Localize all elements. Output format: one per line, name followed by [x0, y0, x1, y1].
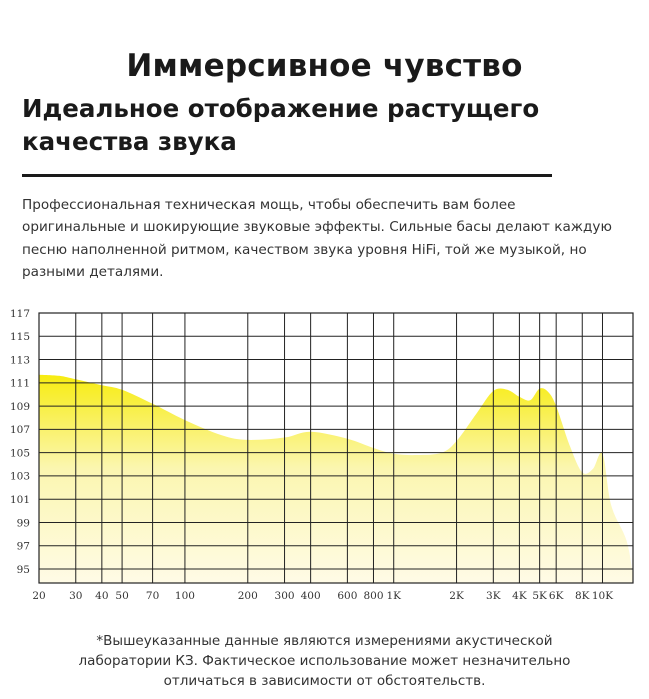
- x-tick-label: 40: [95, 590, 109, 602]
- y-tick-label: 115: [9, 331, 30, 344]
- y-tick-label: 109: [9, 400, 30, 413]
- y-tick-label: 97: [16, 540, 30, 553]
- x-tick-label: 200: [237, 590, 258, 602]
- x-tick-label: 600: [337, 590, 358, 602]
- footnote: *Вышеуказанные данные являются измерениями акустической лаборатории КЗ. Фактическое использование может незначительно отличаться в зависимости от обстоятельств.: [78, 633, 571, 689]
- x-tick-label: 20: [32, 590, 46, 602]
- page-title: Иммерсивное чувство: [126, 48, 523, 84]
- x-tick-label: 4K: [512, 590, 527, 602]
- x-tick-label: 2K: [449, 590, 464, 602]
- x-tick-label: 400: [300, 590, 321, 602]
- y-tick-label: 111: [9, 377, 30, 390]
- description-text: Профессиональная техническая мощь, чтобы обеспечить вам более оригинальные и шокирующие звуковые эффекты. Сильные басы делают каждую песню наполненной ритмом, качеством звука уровня HiFi, той же музыкой, но разными деталями.: [22, 197, 612, 280]
- y-tick-label: 95: [16, 563, 30, 576]
- y-tick-label: 113: [9, 354, 30, 367]
- x-tick-labels: [32, 590, 613, 602]
- y-tick-label: 105: [9, 447, 30, 460]
- y-tick-label: 99: [16, 517, 30, 530]
- y-tick-label: 107: [9, 424, 30, 437]
- page-subtitle: Идеальное отображение растущего качества звука: [22, 94, 540, 156]
- x-tick-label: 300: [274, 590, 295, 602]
- x-tick-label: 10K: [591, 590, 614, 602]
- x-tick-label: 5K: [532, 590, 547, 602]
- y-tick-labels: [10, 308, 30, 576]
- x-tick-label: 800: [363, 590, 384, 602]
- x-tick-label: 8K: [574, 590, 590, 602]
- x-tick-label: 6K: [548, 590, 564, 602]
- x-tick-label: 30: [69, 590, 83, 602]
- x-tick-label: 100: [174, 590, 195, 602]
- x-tick-label: 50: [115, 590, 129, 602]
- y-tick-label: 101: [9, 494, 30, 507]
- x-tick-label: 70: [145, 590, 160, 602]
- y-tick-label: 117: [9, 307, 30, 320]
- x-tick-label: 3K: [486, 590, 501, 602]
- y-tick-label: 103: [9, 470, 30, 483]
- x-tick-label: 1K: [386, 590, 401, 602]
